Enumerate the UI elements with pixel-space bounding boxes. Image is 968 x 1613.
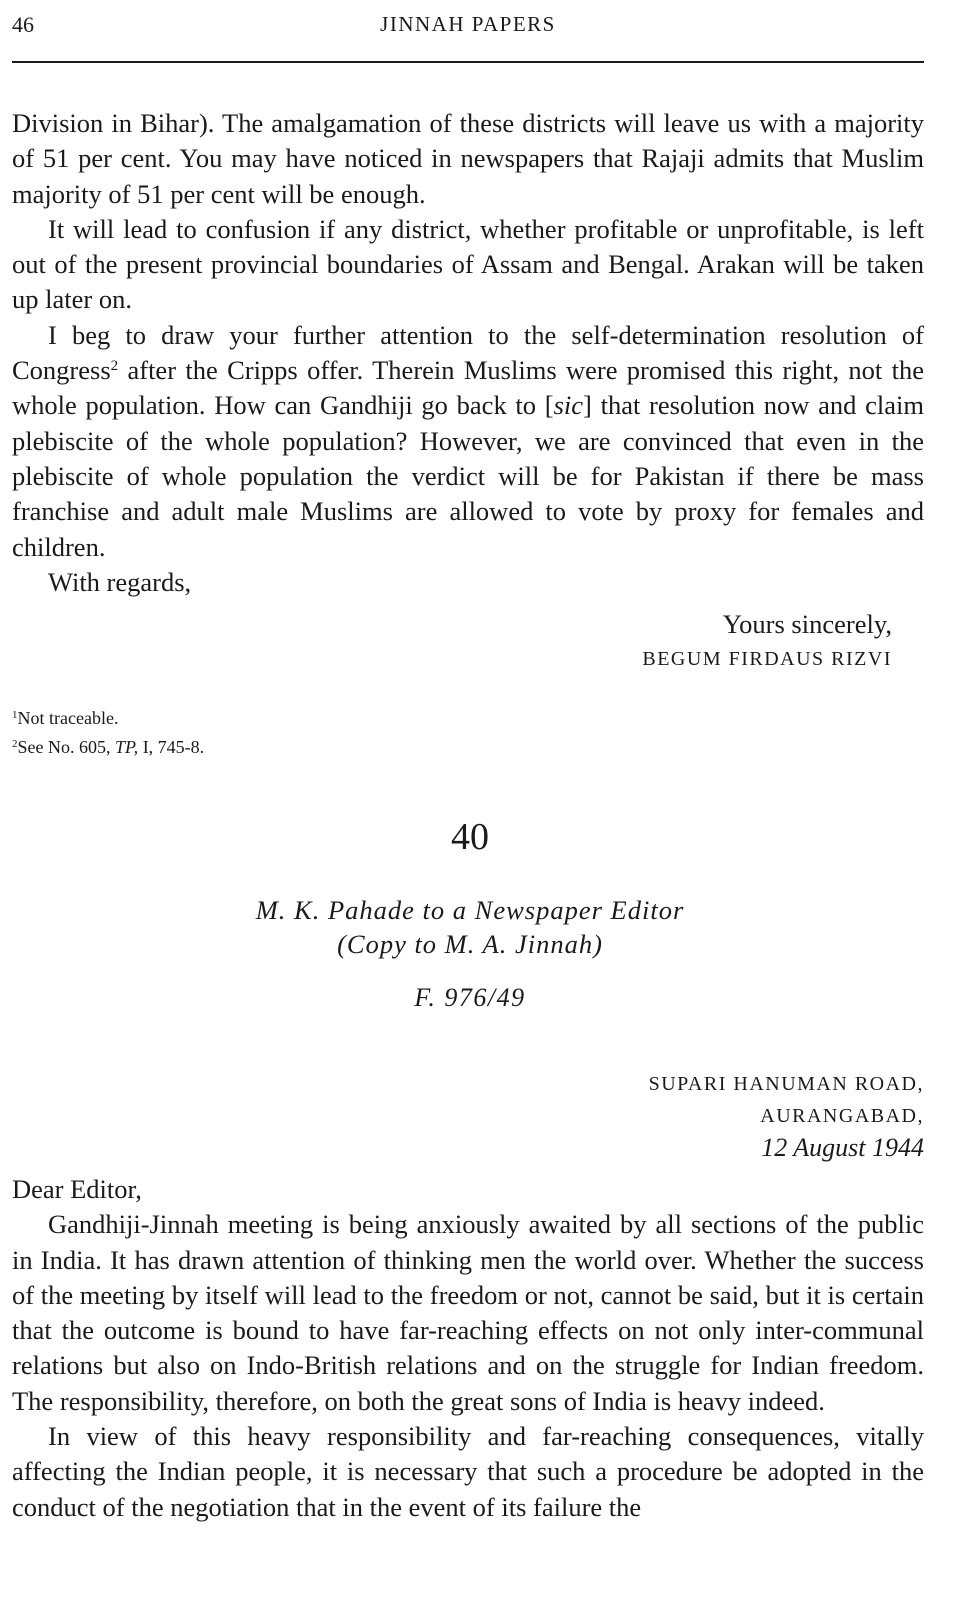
sic-note: sic [553,390,584,421]
file-reference: F. 976/49 [414,983,526,1012]
letter-closing [642,607,892,677]
paragraph-3-text-c: ] that resolution now and claim plebiscite of the whole population? However, we are convinced that even in the plebiscite of whole population the verdict will be for Pakistan if there be mass franchise and adult male Muslims are allowed to vote by proxy for females and children. [12,390,925,562]
valediction: Yours sincerely, [722,609,892,639]
address-line-2: AURANGABAD, [760,1105,924,1127]
letter-40-body [12,1172,924,1525]
footnote-1-text: Not traceable. [17,708,119,728]
document-title-line-1: M. K. Pahade to a Newspaper Editor [255,895,685,925]
letter-paragraph-1: Division in Bihar). The amalgamation of these districts will leave us with a majority of 51 per cent. You may have noticed in newspapers that Rajaji admits that Muslim majority of 51 per cent will be enough. [12,108,924,209]
document-title [0,893,940,961]
page-header [12,8,924,42]
footnotes [12,702,204,760]
footnote-2-mark: 2 [12,738,18,750]
page-number: 46 [12,12,34,37]
letter-paragraph-3 [12,318,924,565]
header-rule [12,61,924,63]
regards-line: With regards, [48,566,192,597]
salutation: Dear Editor, [12,1174,142,1204]
footnote-2-text-b: I, 745-8. [138,737,205,757]
paragraph-3-text-a: I beg to draw your further attention to the self-determination resolution of Congress [12,319,924,386]
footnote-2 [12,731,204,760]
footnote-1 [12,702,204,731]
footnote-2-italic: TP, [115,737,139,757]
footnote-2-text-a: See No. 605, [17,737,115,757]
sender-address [649,1068,924,1164]
signature: BEGUM FIRDAUS RIZVI [642,648,892,670]
document-title-line-2: (Copy to M. A. Jinnah) [337,929,603,959]
document-number: 40 [451,816,489,858]
letter-40-paragraph-2: In view of this heavy responsibility and far-reaching consequences, vitally affecting the Indian people, it is necessary that such a procedure be adopted in the conduct of the negotiation that in the event of its failure the [12,1421,924,1522]
letter-date: 12 August 1944 [761,1133,924,1162]
address-line-1: SUPARI HANUMAN ROAD, [648,1073,924,1095]
paragraph-3-text-b: after the Cripps offer. Therein Muslims were promised this right, not the whole population. How can Gandhiji go back to [ [12,355,924,421]
letter-40-paragraph-1: Gandhiji-Jinnah meeting is being anxiously awaited by all sections of the public in India. It has drawn attention of thinking men the world over. Whether the success of the meeting by itself will lead to the freedom or not, cannot be said, but it is certain that the outcome is bound to have far-reaching effects on not only inter-communal relations but also on Indo-British relations and on the struggle for Indian freedom. The responsibility, therefore, on both the great sons of India is heavy indeed. [12,1209,924,1416]
footnote-1-mark: 1 [12,709,18,721]
footnote-ref-2: 2 [110,358,119,375]
letter-body [12,106,924,600]
letter-paragraph-2: It will lead to confusion if any district, whether profitable or unprofitable, is left out of the present provincial boundaries of Assam and Bengal. Arakan will be taken up later on. [12,213,924,315]
running-head: JINNAH PAPERS [380,12,556,36]
